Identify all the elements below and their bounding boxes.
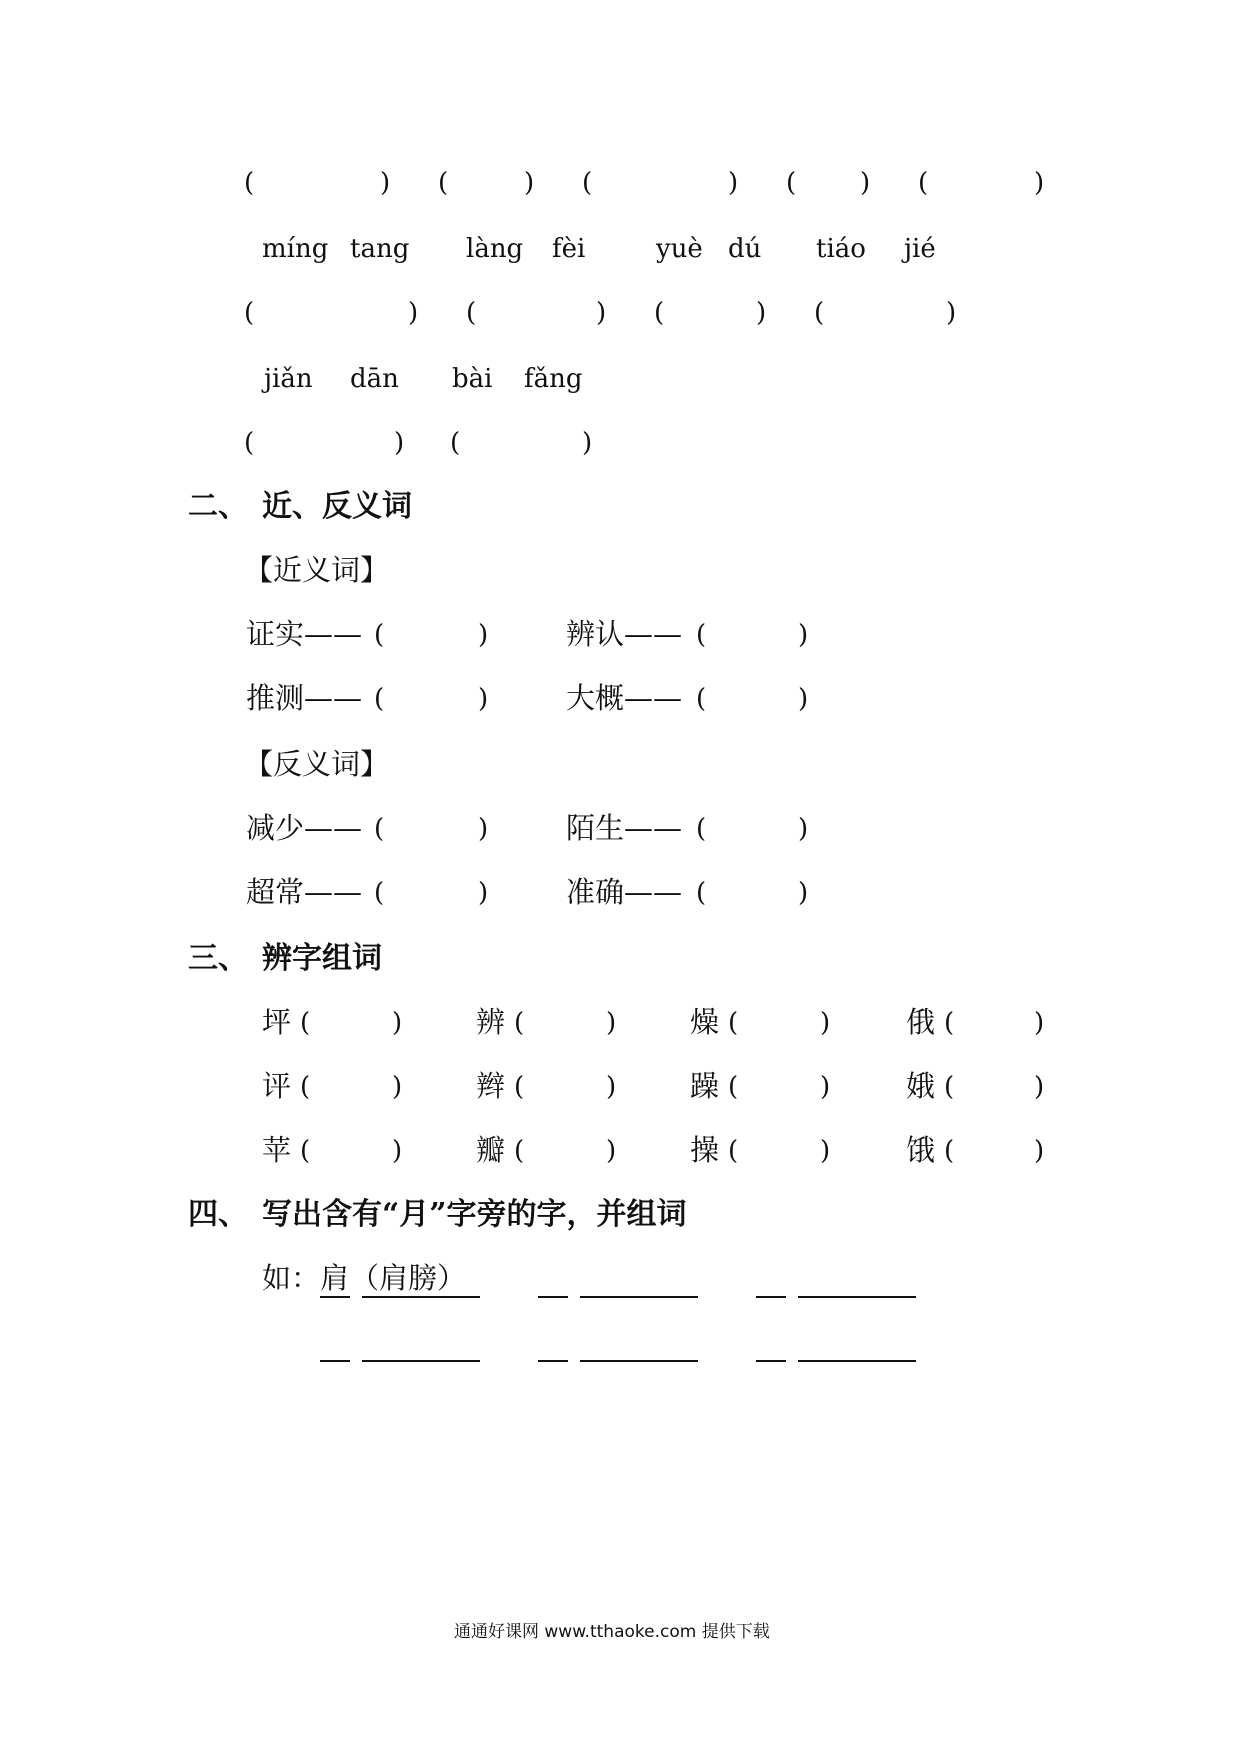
word: 准确—— [566,875,683,909]
pinyin-syllable: míng [262,234,329,264]
word: 辨认—— [566,617,683,651]
word-blank[interactable] [580,1296,698,1298]
paren-open: ( [514,1072,525,1102]
word: 减少—— [246,811,363,845]
paren-open: ( [244,298,255,328]
paren-close: ) [1034,1136,1045,1166]
paren-close: ) [478,878,489,908]
pinyin-syllable: dú [728,234,762,264]
pinyin-syllable: fǎng [524,364,583,394]
paren-open: ( [438,168,449,198]
paren-open: ( [300,1008,311,1038]
char-blank[interactable] [538,1360,568,1362]
paren-close: ) [392,1136,403,1166]
paren-open: ( [654,298,665,328]
paren-open: ( [944,1008,955,1038]
paren-open: ( [514,1136,525,1166]
char: 苹 [262,1133,292,1167]
paren-close: ) [606,1008,617,1038]
synonym-label: 【近义词】 [244,553,390,587]
section-title: 写出含有“月”字旁的字，并组词 [262,1197,687,1232]
char: 娥 [906,1069,936,1103]
paren-close: ) [478,684,489,714]
paren-close: ) [380,168,391,198]
pinyin-syllable: dān [350,364,399,394]
paren-close: ) [860,168,871,198]
example-char-underline [320,1296,350,1298]
char: 燥 [690,1005,720,1039]
section-number: 二、 [188,489,248,524]
paren-open: ( [374,620,385,650]
pinyin-syllable: yuè [656,234,703,264]
paren-close: ) [798,878,809,908]
char-blank[interactable] [538,1296,568,1298]
paren-close: ) [728,168,739,198]
pinyin-syllable: tiáo [816,234,866,264]
paren-open: ( [466,298,477,328]
pinyin-syllable: bài [452,364,493,394]
paren-close: ) [820,1136,831,1166]
paren-close: ) [756,298,767,328]
paren-open: ( [696,684,707,714]
char: 躁 [690,1069,720,1103]
paren-close: ) [392,1072,403,1102]
paren-open: ( [244,168,255,198]
paren-open: ( [374,814,385,844]
char: 辨 [476,1005,506,1039]
paren-open: ( [450,428,461,458]
example-label: 如： [262,1261,321,1295]
char-blank[interactable] [756,1296,786,1298]
paren-close: ) [1034,1072,1045,1102]
section-number: 四、 [188,1197,248,1232]
paren-open: ( [728,1008,739,1038]
paren-close: ) [820,1072,831,1102]
word: 证实—— [246,617,363,651]
paren-open: ( [728,1072,739,1102]
paren-open: ( [944,1072,955,1102]
pinyin-syllable: fèi [552,234,586,264]
footer-text: 通通好课网 www.tthaoke.com 提供下载 [454,1622,770,1642]
paren-close: ) [606,1136,617,1166]
paren-open: ( [244,428,255,458]
paren-close: ) [1034,168,1045,198]
paren-open: ( [300,1136,311,1166]
char: 俄 [906,1005,936,1039]
section-number: 三、 [188,941,248,976]
char: 瓣 [476,1133,506,1167]
paren-open: ( [514,1008,525,1038]
paren-open: ( [814,298,825,328]
paren-open: ( [786,168,797,198]
word: 超常—— [246,875,363,909]
char-blank[interactable] [756,1360,786,1362]
paren-close: ) [798,814,809,844]
paren-close: ) [1034,1008,1045,1038]
paren-close: ) [798,684,809,714]
paren-close: ) [606,1072,617,1102]
char: 操 [690,1133,720,1167]
char: 饿 [906,1133,936,1167]
example-word-underline [362,1296,480,1298]
paren-open: ( [728,1136,739,1166]
paren-close: ) [478,620,489,650]
section-title: 近、反义词 [262,489,412,524]
paren-close: ) [820,1008,831,1038]
paren-close: ) [478,814,489,844]
pinyin-syllable: jiǎn [264,364,313,394]
word-blank[interactable] [580,1360,698,1362]
word: 陌生—— [566,811,683,845]
paren-open: ( [918,168,929,198]
paren-open: ( [944,1136,955,1166]
pinyin-syllable: jié [904,234,936,264]
paren-open: ( [696,878,707,908]
char: 坪 [262,1005,292,1039]
example-word: （肩膀） [350,1261,467,1295]
paren-close: ) [392,1008,403,1038]
paren-close: ) [596,298,607,328]
char: 评 [262,1069,292,1103]
paren-close: ) [524,168,535,198]
word-blank[interactable] [798,1296,916,1298]
paren-open: ( [374,684,385,714]
paren-open: ( [696,620,707,650]
paren-open: ( [696,814,707,844]
pinyin-syllable: tang [350,234,410,264]
example-char: 肩 [320,1261,350,1295]
paren-close: ) [408,298,419,328]
paren-open: ( [374,878,385,908]
paren-close: ) [582,428,593,458]
char-blank[interactable] [320,1360,350,1362]
paren-close: ) [798,620,809,650]
paren-close: ) [946,298,957,328]
section-title: 辨字组词 [262,941,382,976]
word: 大概—— [566,681,683,715]
char: 辫 [476,1069,506,1103]
word-blank[interactable] [798,1360,916,1362]
antonym-label: 【反义词】 [244,747,390,781]
paren-open: ( [582,168,593,198]
paren-close: ) [394,428,405,458]
pinyin-syllable: làng [466,234,524,264]
word: 推测—— [246,681,363,715]
paren-open: ( [300,1072,311,1102]
word-blank[interactable] [362,1360,480,1362]
